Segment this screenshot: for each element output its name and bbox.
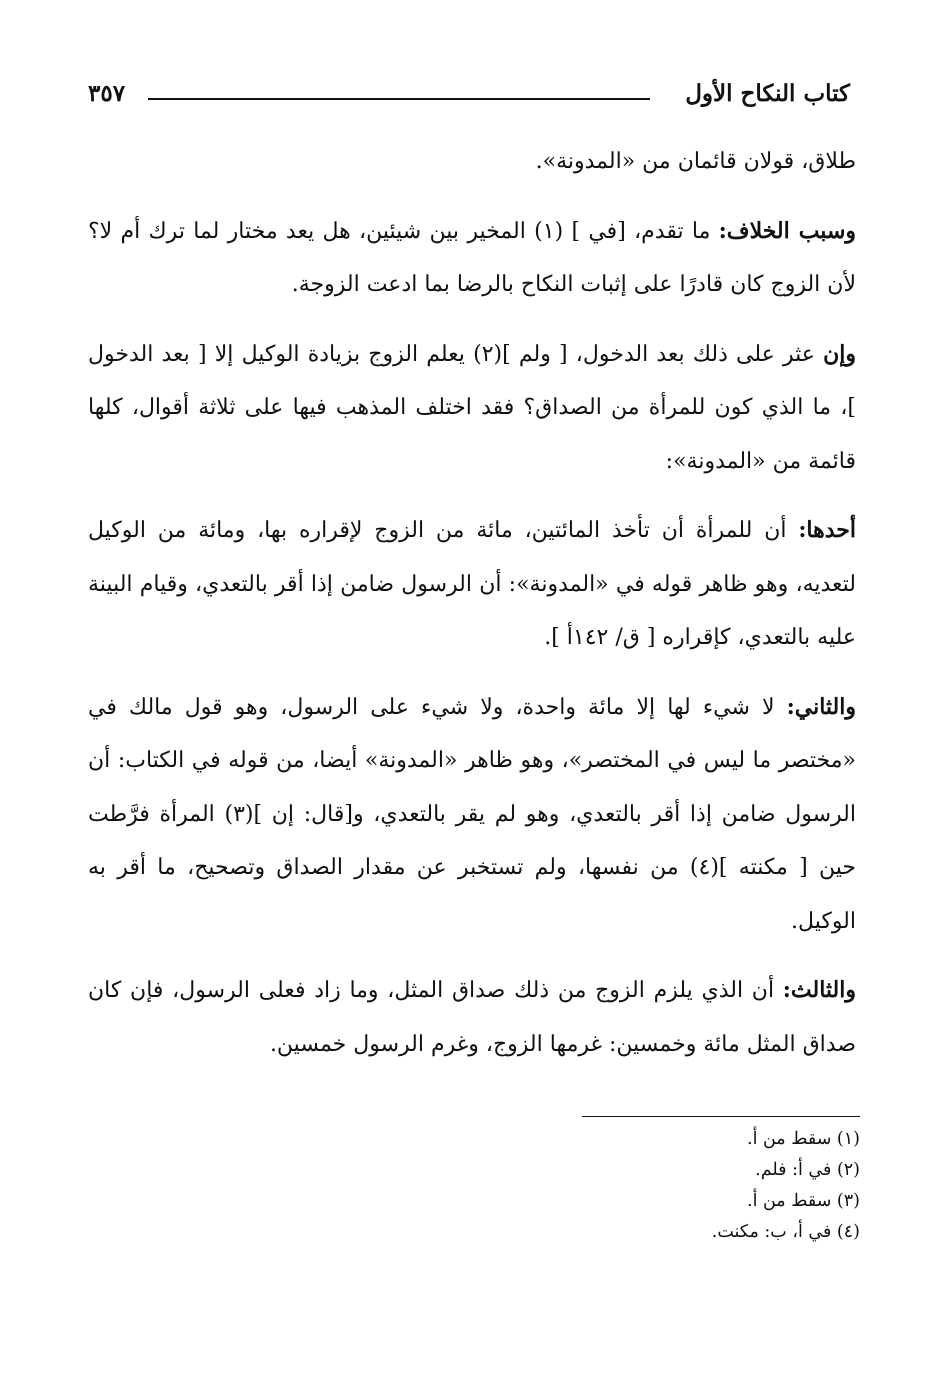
page-header [88, 74, 850, 118]
running-title: كتاب النكاح الأول [685, 80, 850, 107]
paragraph [88, 205, 856, 312]
paragraph [88, 681, 856, 949]
paragraph-lead: والثالث: [782, 977, 856, 1003]
paragraph-text: أن للمرأة أن تأخذ المائتين، مائة من الزوج لإقراره بها، ومائة من الوكيل لتعديه، وهو ظاهر قوله في «المدونة»: أن الرسول ضامن إذا أقر بالتعدي، وقيام البينة عليه بالتعدي، كإقراره [ ق/ ١٤٢أ ]. [88, 518, 856, 650]
paragraph-lead: والثاني: [786, 693, 856, 720]
footnotes [360, 1124, 860, 1248]
paragraph [88, 504, 856, 665]
paragraph-text: ما تقدم، [في ] (١) المخير بين شيئين، هل يعد مختار لما ترك أم لا؟ لأن الزوج كان قادرًا على إثبات النكاح بالرضا بما ادعت الزوجة. [88, 218, 856, 297]
main-text [88, 135, 856, 1087]
paragraph [88, 328, 856, 489]
footnote: (٢) في أ: فلم. [755, 1160, 860, 1180]
paragraph [88, 135, 856, 189]
paragraph-text: لا شيء لها إلا مائة واحدة، ولا شيء على الرسول، وهو قول مالك في «مختصر ما ليس في المختصر»، وهو ظاهر «المدونة» أيضا، من قوله في الكتاب: أن الرسول ضامن إذا أقر بالتعدي، وهو لم يقر بالتعدي، و[قال: إن ](٣) المرأة فرَّطت حين [ مكنته ](٤) من نفسها، ولم تستخبر عن مقدار الصداق وتصحيح، ما أقر به الوكيل. [88, 694, 856, 934]
paragraph-lead: أحدها: [798, 517, 856, 543]
paragraph-text: أن الذي يلزم الزوج من ذلك صداق المثل، وما زاد فعلى الرسول، فإن كان صداق المثل مائة وخمسين: غرمها الزوج، وغرم الرسول خمسين. [88, 978, 856, 1057]
footnote-separator [582, 1116, 860, 1117]
header-rule [148, 98, 650, 100]
footnote: (٣) سقط من أ. [747, 1191, 860, 1211]
paragraph-text: طلاق، قولان قائمان من «المدونة». [535, 149, 856, 174]
footnote: (٤) في أ، ب: مكنت. [711, 1222, 860, 1242]
paragraph [88, 964, 856, 1071]
page-number: ٣٥٧ [88, 80, 126, 107]
footnote: (١) سقط من أ. [747, 1129, 860, 1149]
paragraph-lead: وإن [823, 340, 856, 367]
paragraph-lead: وسبب الخلاف: [718, 217, 857, 244]
paragraph-text: عثر على ذلك بعد الدخول، [ ولم ](٢) يعلم الزوج بزيادة الوكيل إلا [ بعد الدخول ]، ما الذي كون للمرأة من الصداق؟ فقد اختلف المذهب فيها على ثلاثة أقوال، كلها قائمة من «المدونة»: [88, 341, 856, 474]
